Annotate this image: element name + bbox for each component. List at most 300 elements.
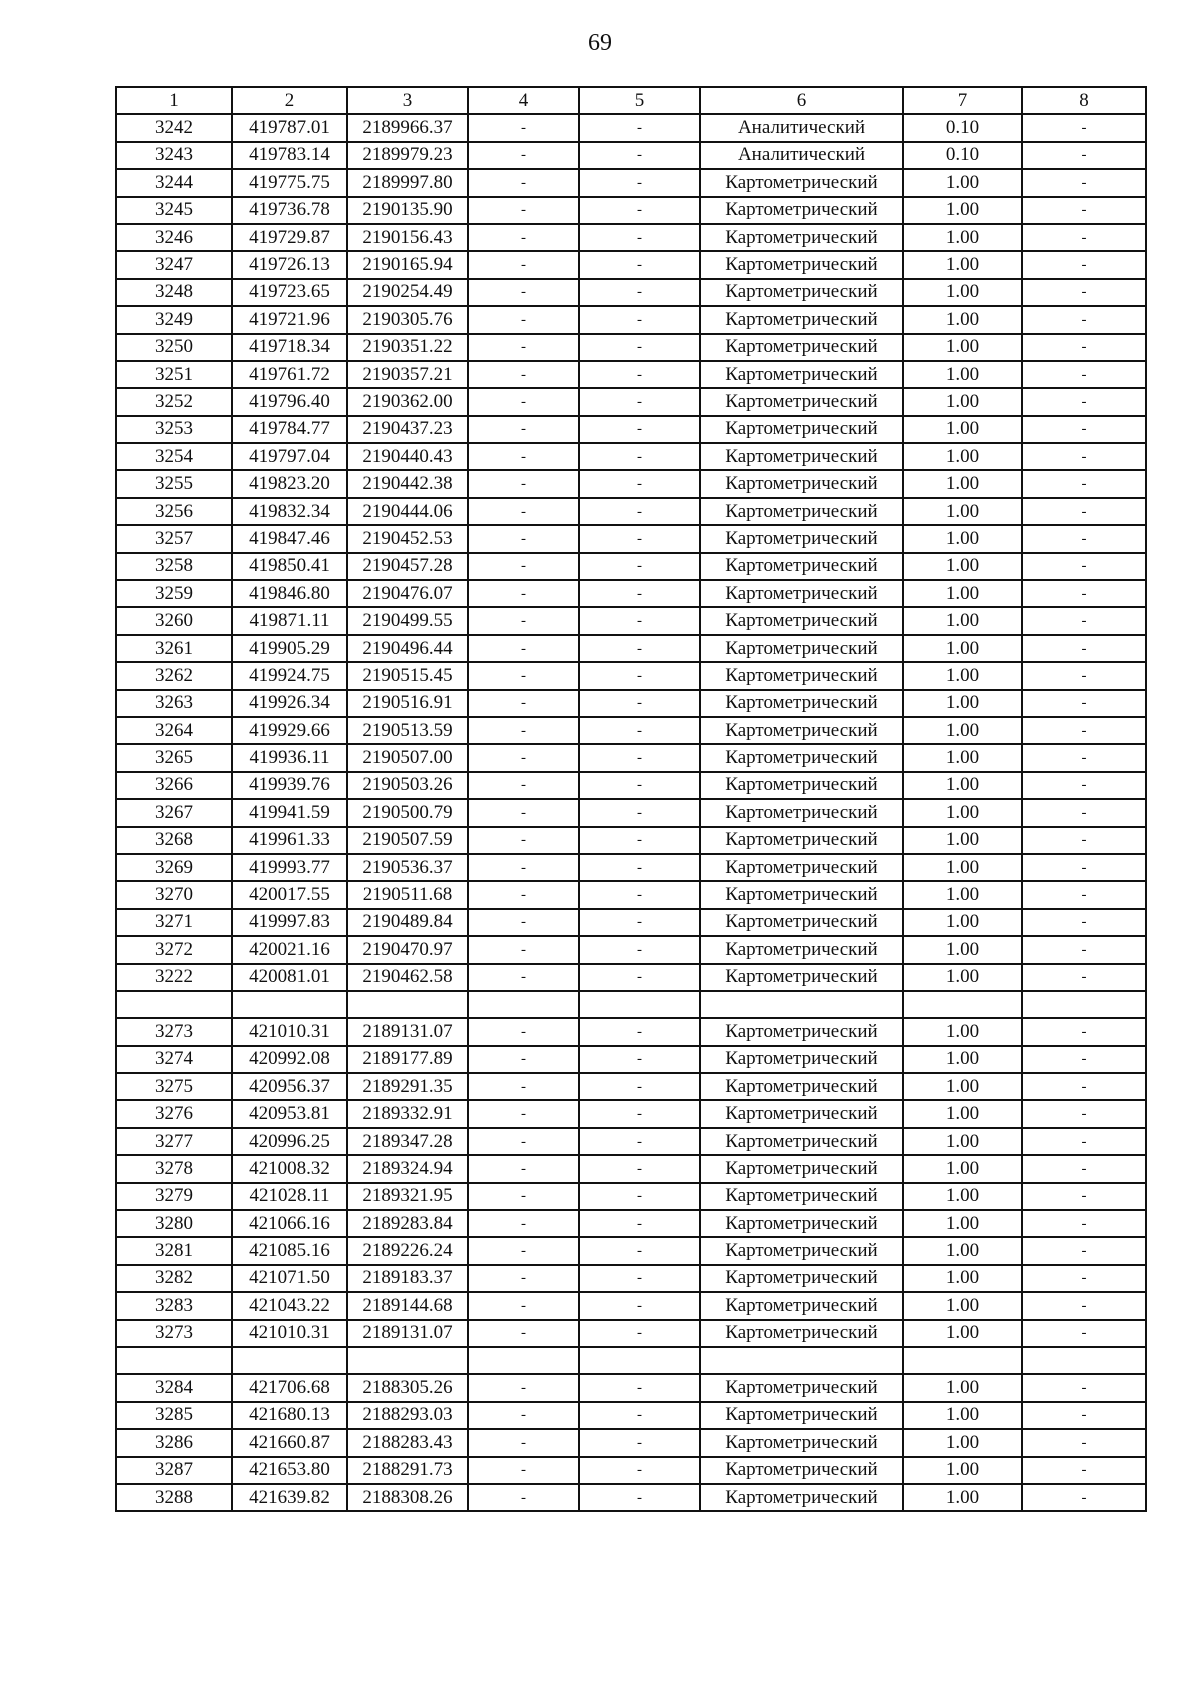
table-cell-col-6: Картометрический — [700, 580, 903, 607]
table-cell-col-6: Аналитический — [700, 114, 903, 141]
table-cell-col-1: 3247 — [116, 251, 232, 278]
table-cell-col-1: 3252 — [116, 388, 232, 415]
table-cell-col-5: - — [579, 909, 700, 936]
table-cell-col-2: 419941.59 — [232, 799, 347, 826]
table-cell-col-4: - — [468, 772, 579, 799]
table-cell-col-7: 1.00 — [903, 1457, 1022, 1484]
table-cell-col-7: 1.00 — [903, 1402, 1022, 1429]
table-cell-col-5: - — [579, 114, 700, 141]
table-row — [116, 827, 1146, 854]
table-cell-col-3: 2190254.49 — [347, 279, 468, 306]
table-cell-col-5 — [579, 991, 700, 1018]
table-row — [116, 306, 1146, 333]
table-row — [116, 169, 1146, 196]
table-row — [116, 114, 1146, 141]
table-cell-col-8: - — [1022, 251, 1146, 278]
table-cell-col-6: Картометрический — [700, 361, 903, 388]
table-cell-col-8: - — [1022, 1128, 1146, 1155]
table-cell-col-7: 1.00 — [903, 1429, 1022, 1456]
table-row — [116, 854, 1146, 881]
table-cell-col-6: Картометрический — [700, 498, 903, 525]
table-cell-col-1: 3284 — [116, 1374, 232, 1401]
table-cell-col-5: - — [579, 525, 700, 552]
table-cell-col-3: 2190470.97 — [347, 936, 468, 963]
table-cell-col-2: 419726.13 — [232, 251, 347, 278]
table-cell-col-4: - — [468, 1292, 579, 1319]
table-cell-col-5: - — [579, 443, 700, 470]
table-cell-col-5: - — [579, 1374, 700, 1401]
table-cell-col-5: - — [579, 854, 700, 881]
table-row — [116, 470, 1146, 497]
table-cell-col-5: - — [579, 1429, 700, 1456]
table-cell-col-7 — [903, 991, 1022, 1018]
table-cell-col-3: 2189332.91 — [347, 1100, 468, 1127]
table-cell-col-1: 3272 — [116, 936, 232, 963]
table-cell-col-4: - — [468, 799, 579, 826]
table-cell-col-3: 2189226.24 — [347, 1237, 468, 1264]
table-cell-col-2: 421653.80 — [232, 1457, 347, 1484]
table-cell-col-3: 2190351.22 — [347, 334, 468, 361]
table-cell-col-1: 3258 — [116, 553, 232, 580]
table-cell-col-7: 0.10 — [903, 142, 1022, 169]
table-cell-col-5: - — [579, 881, 700, 908]
table-row — [116, 690, 1146, 717]
table-cell-col-2: 421706.68 — [232, 1374, 347, 1401]
table-cell-col-3: 2190462.58 — [347, 964, 468, 991]
table-cell-col-1: 3250 — [116, 334, 232, 361]
table-cell-col-2: 419847.46 — [232, 525, 347, 552]
table-row — [116, 416, 1146, 443]
table-row — [116, 909, 1146, 936]
table-cell-col-8: - — [1022, 388, 1146, 415]
table-cell-col-8: - — [1022, 224, 1146, 251]
table-cell-col-1: 3279 — [116, 1183, 232, 1210]
table-cell-col-2: 419736.78 — [232, 197, 347, 224]
column-header-5: 5 — [579, 87, 700, 114]
table-cell-col-8: - — [1022, 279, 1146, 306]
table-row — [116, 498, 1146, 525]
table-cell-col-7: 1.00 — [903, 388, 1022, 415]
table-cell-col-6: Картометрический — [700, 224, 903, 251]
table-cell-col-8: - — [1022, 498, 1146, 525]
table-cell-col-1: 3263 — [116, 690, 232, 717]
table-cell-col-4: - — [468, 1128, 579, 1155]
table-cell-col-1: 3271 — [116, 909, 232, 936]
table-row — [116, 1183, 1146, 1210]
column-header-1: 1 — [116, 87, 232, 114]
table-cell-col-2: 419939.76 — [232, 772, 347, 799]
table-cell-col-2: 419787.01 — [232, 114, 347, 141]
table-cell-col-3: 2190156.43 — [347, 224, 468, 251]
table-cell-col-8: - — [1022, 416, 1146, 443]
table-cell-col-1: 3285 — [116, 1402, 232, 1429]
table-cell-col-7: 1.00 — [903, 799, 1022, 826]
coordinates-table — [115, 86, 1147, 1512]
table-cell-col-3: 2188291.73 — [347, 1457, 468, 1484]
table-cell-col-3: 2190500.79 — [347, 799, 468, 826]
table-cell-col-8: - — [1022, 169, 1146, 196]
table-row — [116, 1210, 1146, 1237]
table-cell-col-4: - — [468, 1402, 579, 1429]
table-cell-col-8: - — [1022, 1210, 1146, 1237]
table-cell-col-8: - — [1022, 1320, 1146, 1347]
table-cell-col-2 — [232, 991, 347, 1018]
table-cell-col-1: 3287 — [116, 1457, 232, 1484]
table-row — [116, 1320, 1146, 1347]
table-cell-col-7: 1.00 — [903, 717, 1022, 744]
table-cell-col-3: 2189966.37 — [347, 114, 468, 141]
table-cell-col-3: 2189997.80 — [347, 169, 468, 196]
column-header-3: 3 — [347, 87, 468, 114]
table-cell-col-2: 419846.80 — [232, 580, 347, 607]
table-cell-col-6: Картометрический — [700, 1429, 903, 1456]
table-cell-col-1: 3255 — [116, 470, 232, 497]
table-cell-col-1: 3270 — [116, 881, 232, 908]
table-cell-col-2: 421639.82 — [232, 1484, 347, 1511]
table-cell-col-3: 2188308.26 — [347, 1484, 468, 1511]
table-cell-col-4: - — [468, 470, 579, 497]
table-cell-col-1: 3246 — [116, 224, 232, 251]
table-cell-col-1: 3266 — [116, 772, 232, 799]
table-cell-col-1: 3265 — [116, 744, 232, 771]
table-cell-col-4: - — [468, 1018, 579, 1045]
column-header-6: 6 — [700, 87, 903, 114]
table-cell-col-7: 1.00 — [903, 498, 1022, 525]
table-cell-col-5: - — [579, 1210, 700, 1237]
table-cell-col-8: - — [1022, 1018, 1146, 1045]
table-cell-col-6: Картометрический — [700, 827, 903, 854]
table-cell-col-2: 419796.40 — [232, 388, 347, 415]
table-cell-col-7: 1.00 — [903, 909, 1022, 936]
table-cell-col-5: - — [579, 936, 700, 963]
table-cell-col-7: 1.00 — [903, 1183, 1022, 1210]
table-cell-col-6: Картометрический — [700, 854, 903, 881]
table-cell-col-2: 419797.04 — [232, 443, 347, 470]
table-cell-col-2: 419924.75 — [232, 662, 347, 689]
table-cell-col-6: Картометрический — [700, 443, 903, 470]
table-cell-col-3: 2189131.07 — [347, 1018, 468, 1045]
table-cell-col-8: - — [1022, 964, 1146, 991]
table-cell-col-3 — [347, 991, 468, 1018]
table-cell-col-5: - — [579, 1128, 700, 1155]
table-cell-col-6: Картометрический — [700, 1073, 903, 1100]
table-cell-col-3: 2190440.43 — [347, 443, 468, 470]
table-cell-col-5: - — [579, 1292, 700, 1319]
table-cell-col-7: 1.00 — [903, 416, 1022, 443]
table-cell-col-6: Картометрический — [700, 1046, 903, 1073]
table-cell-col-7: 1.00 — [903, 662, 1022, 689]
table-cell-col-6: Картометрический — [700, 197, 903, 224]
table-cell-col-3: 2189979.23 — [347, 142, 468, 169]
table-cell-col-6: Картометрический — [700, 744, 903, 771]
table-cell-col-8: - — [1022, 690, 1146, 717]
table-row — [116, 991, 1146, 1018]
table-cell-col-6: Картометрический — [700, 525, 903, 552]
table-cell-col-2: 419929.66 — [232, 717, 347, 744]
table-cell-col-4: - — [468, 279, 579, 306]
table-cell-col-5: - — [579, 197, 700, 224]
table-row — [116, 251, 1146, 278]
table-cell-col-1: 3269 — [116, 854, 232, 881]
table-cell-col-8: - — [1022, 1046, 1146, 1073]
table-row — [116, 1292, 1146, 1319]
table-cell-col-1: 3243 — [116, 142, 232, 169]
table-cell-col-5: - — [579, 279, 700, 306]
table-cell-col-6: Картометрический — [700, 1100, 903, 1127]
table-cell-col-6: Картометрический — [700, 936, 903, 963]
table-cell-col-5: - — [579, 1100, 700, 1127]
table-cell-col-4: - — [468, 1155, 579, 1182]
table-cell-col-7: 1.00 — [903, 224, 1022, 251]
table-cell-col-6: Картометрический — [700, 1320, 903, 1347]
table-cell-col-8: - — [1022, 854, 1146, 881]
table-cell-col-2: 419961.33 — [232, 827, 347, 854]
table-cell-col-6: Картометрический — [700, 1402, 903, 1429]
table-cell-col-2: 421071.50 — [232, 1265, 347, 1292]
table-cell-col-5: - — [579, 142, 700, 169]
table-cell-col-7: 1.00 — [903, 881, 1022, 908]
table-cell-col-7: 1.00 — [903, 197, 1022, 224]
table-row — [116, 224, 1146, 251]
table-row — [116, 1374, 1146, 1401]
table-cell-col-8: - — [1022, 334, 1146, 361]
table-cell-col-6: Картометрический — [700, 881, 903, 908]
table-row — [116, 1018, 1146, 1045]
table-cell-col-6: Картометрический — [700, 470, 903, 497]
table-cell-col-6: Картометрический — [700, 690, 903, 717]
table-cell-col-5: - — [579, 1457, 700, 1484]
table-cell-col-5: - — [579, 169, 700, 196]
table-cell-col-3: 2190499.55 — [347, 607, 468, 634]
table-cell-col-3: 2190536.37 — [347, 854, 468, 881]
table-cell-col-2: 419729.87 — [232, 224, 347, 251]
table-cell-col-1: 3276 — [116, 1100, 232, 1127]
table-cell-col-4: - — [468, 1484, 579, 1511]
table-row — [116, 1155, 1146, 1182]
table-cell-col-8: - — [1022, 1457, 1146, 1484]
table-cell-col-2: 419993.77 — [232, 854, 347, 881]
table-cell-col-3: 2190516.91 — [347, 690, 468, 717]
table-cell-col-7: 1.00 — [903, 744, 1022, 771]
table-row — [116, 1347, 1146, 1374]
table-cell-col-8: - — [1022, 799, 1146, 826]
table-row — [116, 361, 1146, 388]
table-row — [116, 772, 1146, 799]
table-cell-col-4: - — [468, 553, 579, 580]
table-row — [116, 1237, 1146, 1264]
table-cell-col-6: Картометрический — [700, 1128, 903, 1155]
table-cell-col-4: - — [468, 1320, 579, 1347]
table-cell-col-3: 2189131.07 — [347, 1320, 468, 1347]
table-cell-col-7: 1.00 — [903, 1237, 1022, 1264]
table-cell-col-5: - — [579, 827, 700, 854]
table-cell-col-1: 3242 — [116, 114, 232, 141]
table-cell-col-3: 2190437.23 — [347, 416, 468, 443]
table-cell-col-1 — [116, 991, 232, 1018]
table-cell-col-7: 1.00 — [903, 1320, 1022, 1347]
table-cell-col-3: 2190362.00 — [347, 388, 468, 415]
table-cell-col-3: 2190511.68 — [347, 881, 468, 908]
table-cell-col-3: 2190444.06 — [347, 498, 468, 525]
table-cell-col-6: Картометрический — [700, 772, 903, 799]
table-cell-col-3: 2189321.95 — [347, 1183, 468, 1210]
table-cell-col-2: 419936.11 — [232, 744, 347, 771]
table-cell-col-8: - — [1022, 607, 1146, 634]
table-cell-col-1: 3256 — [116, 498, 232, 525]
table-cell-col-3: 2190135.90 — [347, 197, 468, 224]
table-row — [116, 744, 1146, 771]
table-row — [116, 279, 1146, 306]
table-cell-col-2: 421680.13 — [232, 1402, 347, 1429]
table-cell-col-5: - — [579, 772, 700, 799]
table-cell-col-7: 1.00 — [903, 1374, 1022, 1401]
table-row — [116, 881, 1146, 908]
table-cell-col-8: - — [1022, 1155, 1146, 1182]
table-row — [116, 1429, 1146, 1456]
table-cell-col-7: 1.00 — [903, 306, 1022, 333]
table-cell-col-4: - — [468, 224, 579, 251]
table-cell-col-1: 3260 — [116, 607, 232, 634]
table-cell-col-1: 3261 — [116, 635, 232, 662]
column-header-4: 4 — [468, 87, 579, 114]
table-cell-col-8: - — [1022, 1183, 1146, 1210]
table-cell-col-4: - — [468, 827, 579, 854]
table-cell-col-3: 2190496.44 — [347, 635, 468, 662]
table-cell-col-1: 3282 — [116, 1265, 232, 1292]
table-cell-col-3: 2190476.07 — [347, 580, 468, 607]
table-cell-col-1: 3286 — [116, 1429, 232, 1456]
table-cell-col-2: 421008.32 — [232, 1155, 347, 1182]
table-cell-col-2: 419871.11 — [232, 607, 347, 634]
table-cell-col-7: 1.00 — [903, 964, 1022, 991]
table-cell-col-6: Картометрический — [700, 388, 903, 415]
table-cell-col-8: - — [1022, 1374, 1146, 1401]
table-cell-col-1: 3259 — [116, 580, 232, 607]
table-cell-col-6: Картометрический — [700, 1457, 903, 1484]
table-row — [116, 142, 1146, 169]
table-cell-col-4: - — [468, 662, 579, 689]
table-cell-col-8: - — [1022, 827, 1146, 854]
table-cell-col-3: 2190357.21 — [347, 361, 468, 388]
table-cell-col-6: Картометрический — [700, 306, 903, 333]
table-cell-col-6: Картометрический — [700, 909, 903, 936]
table-cell-col-2: 419926.34 — [232, 690, 347, 717]
table-cell-col-5: - — [579, 1237, 700, 1264]
page-number: 69 — [588, 30, 612, 56]
table-cell-col-5: - — [579, 1183, 700, 1210]
table-cell-col-2: 421085.16 — [232, 1237, 347, 1264]
table-cell-col-1: 3274 — [116, 1046, 232, 1073]
table-cell-col-6: Картометрический — [700, 964, 903, 991]
table-body — [116, 114, 1146, 1511]
table-cell-col-3: 2189347.28 — [347, 1128, 468, 1155]
table-cell-col-2: 419718.34 — [232, 334, 347, 361]
table-header-row — [116, 87, 1146, 114]
table-cell-col-5: - — [579, 388, 700, 415]
table-cell-col-8: - — [1022, 553, 1146, 580]
table-cell-col-2: 420996.25 — [232, 1128, 347, 1155]
table-cell-col-8 — [1022, 1347, 1146, 1374]
table-cell-col-8: - — [1022, 1484, 1146, 1511]
table-cell-col-4: - — [468, 388, 579, 415]
table-cell-col-8 — [1022, 991, 1146, 1018]
table-cell-col-8: - — [1022, 114, 1146, 141]
table-cell-col-1: 3244 — [116, 169, 232, 196]
table-cell-col-2: 420017.55 — [232, 881, 347, 908]
table-cell-col-5: - — [579, 1484, 700, 1511]
table-cell-col-4: - — [468, 1210, 579, 1237]
table-cell-col-2: 420021.16 — [232, 936, 347, 963]
table-cell-col-2: 421010.31 — [232, 1320, 347, 1347]
table-cell-col-3: 2189144.68 — [347, 1292, 468, 1319]
table-cell-col-1: 3264 — [116, 717, 232, 744]
table-row — [116, 1265, 1146, 1292]
table-cell-col-4: - — [468, 1429, 579, 1456]
table-cell-col-5: - — [579, 799, 700, 826]
table-cell-col-7: 1.00 — [903, 607, 1022, 634]
table-cell-col-7: 0.10 — [903, 114, 1022, 141]
table-cell-col-6: Картометрический — [700, 1237, 903, 1264]
table-cell-col-8: - — [1022, 909, 1146, 936]
table-cell-col-4: - — [468, 361, 579, 388]
column-header-2: 2 — [232, 87, 347, 114]
table-cell-col-8: - — [1022, 470, 1146, 497]
table-cell-col-4: - — [468, 1183, 579, 1210]
table-cell-col-1: 3273 — [116, 1018, 232, 1045]
table-cell-col-5: - — [579, 224, 700, 251]
table-cell-col-3: 2188283.43 — [347, 1429, 468, 1456]
table-cell-col-5: - — [579, 1073, 700, 1100]
table-cell-col-7: 1.00 — [903, 1484, 1022, 1511]
table-row — [116, 197, 1146, 224]
table-cell-col-6: Картометрический — [700, 1374, 903, 1401]
table-cell-col-1: 3277 — [116, 1128, 232, 1155]
table-cell-col-5: - — [579, 553, 700, 580]
table-cell-col-5: - — [579, 717, 700, 744]
table-cell-col-6: Картометрический — [700, 279, 903, 306]
table-cell-col-6: Картометрический — [700, 1210, 903, 1237]
table-cell-col-4: - — [468, 142, 579, 169]
table-cell-col-8: - — [1022, 1292, 1146, 1319]
table-cell-col-4: - — [468, 717, 579, 744]
table-cell-col-2: 419823.20 — [232, 470, 347, 497]
table-cell-col-7: 1.00 — [903, 169, 1022, 196]
table-cell-col-4: - — [468, 580, 579, 607]
table-cell-col-4: - — [468, 1374, 579, 1401]
table-cell-col-2: 420953.81 — [232, 1100, 347, 1127]
table-cell-col-1: 3281 — [116, 1237, 232, 1264]
table-cell-col-4: - — [468, 1046, 579, 1073]
table-cell-col-7: 1.00 — [903, 334, 1022, 361]
table-cell-col-6: Картометрический — [700, 662, 903, 689]
table-cell-col-6: Аналитический — [700, 142, 903, 169]
table-cell-col-3: 2189183.37 — [347, 1265, 468, 1292]
table-cell-col-5: - — [579, 1265, 700, 1292]
table-row — [116, 525, 1146, 552]
table-cell-col-4 — [468, 1347, 579, 1374]
table-cell-col-7: 1.00 — [903, 1155, 1022, 1182]
table-cell-col-3: 2190452.53 — [347, 525, 468, 552]
table-cell-col-4: - — [468, 525, 579, 552]
table-cell-col-1: 3278 — [116, 1155, 232, 1182]
table-cell-col-1: 3267 — [116, 799, 232, 826]
table-cell-col-4: - — [468, 936, 579, 963]
table-cell-col-2: 421043.22 — [232, 1292, 347, 1319]
column-header-7: 7 — [903, 87, 1022, 114]
table-cell-col-4: - — [468, 251, 579, 278]
table-cell-col-8: - — [1022, 936, 1146, 963]
table-cell-col-1: 3254 — [116, 443, 232, 470]
